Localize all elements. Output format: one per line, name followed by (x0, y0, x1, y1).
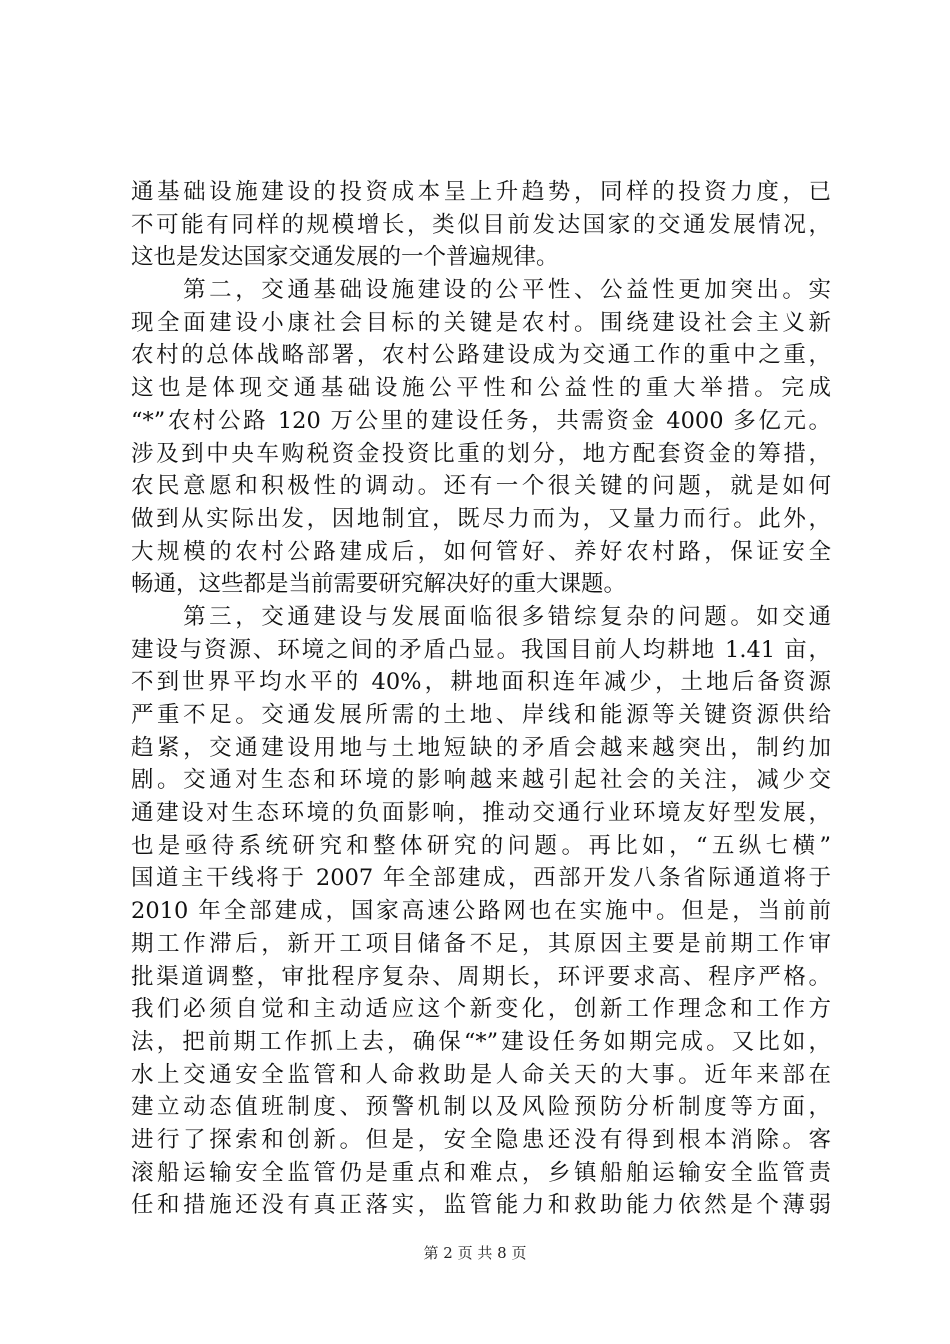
text-line: 进行了探索和创新。但是，安全隐患还没有得到根本消除。客 (131, 1126, 831, 1153)
text-line: 不到世界平均水平的 40%，耕地面积连年减少，土地后备资源 (131, 669, 831, 696)
text-line: 现全面建设小康社会目标的关键是农村。围绕建设社会主义新 (131, 309, 831, 336)
text-line: 任和措施还没有真正落实，监管能力和救助能力依然是个薄弱 (131, 1192, 831, 1219)
text-line: 这也是发达国家交通发展的一个普遍规律。 (131, 244, 559, 271)
text-line: 农村的总体战略部署，农村公路建设成为交通工作的重中之重， (131, 342, 831, 369)
text-line: 期工作滞后，新开工项目储备不足，其原因主要是前期工作审 (131, 930, 831, 957)
text-line: 通基础设施建设的投资成本呈上升趋势，同样的投资力度，已 (131, 179, 831, 205)
text-line: 水上交通安全监管和人命救助是人命关天的大事。近年来部在 (131, 1061, 831, 1088)
text-line: 剧。交通对生态和环境的影响越来越引起社会的关注，减少交 (131, 767, 831, 794)
text-line: 做到从实际出发，因地制宜，既尽力而为，又量力而行。此外， (131, 505, 831, 532)
text-line: 也是亟待系统研究和整体研究的问题。再比如，“五纵七横” (131, 832, 831, 859)
text-line: “*”农村公路 120 万公里的建设任务，共需资金 4000 多亿元。 (131, 407, 831, 434)
text-line: 农民意愿和积极性的调动。还有一个很关键的问题，就是如何 (131, 473, 831, 500)
page-number-footer: 第 2 页 共 8 页 (423, 1244, 527, 1262)
text-line: 不可能有同样的规模增长，类似目前发达国家的交通发展情况， (131, 211, 831, 238)
text-line: 建设与资源、环境之间的矛盾凸显。我国目前人均耕地 1.41 亩， (131, 636, 831, 663)
text-line: 大规模的农村公路建成后，如何管好、养好农村路，保证安全 (131, 538, 831, 565)
text-line: 我们必须自觉和主动适应这个新变化，创新工作理念和工作方 (131, 996, 831, 1023)
text-line: 滚船运输安全监管仍是重点和难点，乡镇船舶运输安全监管责 (131, 1159, 831, 1186)
text-line: 第二，交通基础设施建设的公平性、公益性更加突出。实 (131, 277, 831, 304)
text-line: 批渠道调整，审批程序复杂、周期长，环评要求高、程序严格。 (131, 963, 831, 990)
text-line: 第三，交通建设与发展面临很多错综复杂的问题。如交通 (131, 603, 831, 630)
text-line: 法，把前期工作抓上去，确保“*”建设任务如期完成。又比如， (131, 1028, 831, 1055)
text-line: 通建设对生态环境的负面影响，推动交通行业环境友好型发展， (131, 800, 831, 827)
text-line: 2010 年全部建成，国家高速公路网也在实施中。但是，当前前 (131, 898, 831, 925)
text-line: 涉及到中央车购税资金投资比重的划分，地方配套资金的筹措， (131, 440, 831, 467)
text-line: 国道主干线将于 2007 年全部建成，西部开发八条省际通道将于 (131, 865, 831, 892)
text-line: 畅通，这些都是当前需要研究解决好的重大课题。 (131, 571, 627, 598)
document-body (131, 176, 831, 1222)
text-line: 建立动态值班制度、预警机制以及风险预防分析制度等方面， (131, 1094, 831, 1121)
text-line: 这也是体现交通基础设施公平性和公益性的重大举措。完成 (131, 375, 831, 402)
text-line: 严重不足。交通发展所需的土地、岸线和能源等关键资源供给 (131, 702, 831, 728)
text-line: 趋紧，交通建设用地与土地短缺的矛盾会越来越突出，制约加 (131, 734, 831, 761)
